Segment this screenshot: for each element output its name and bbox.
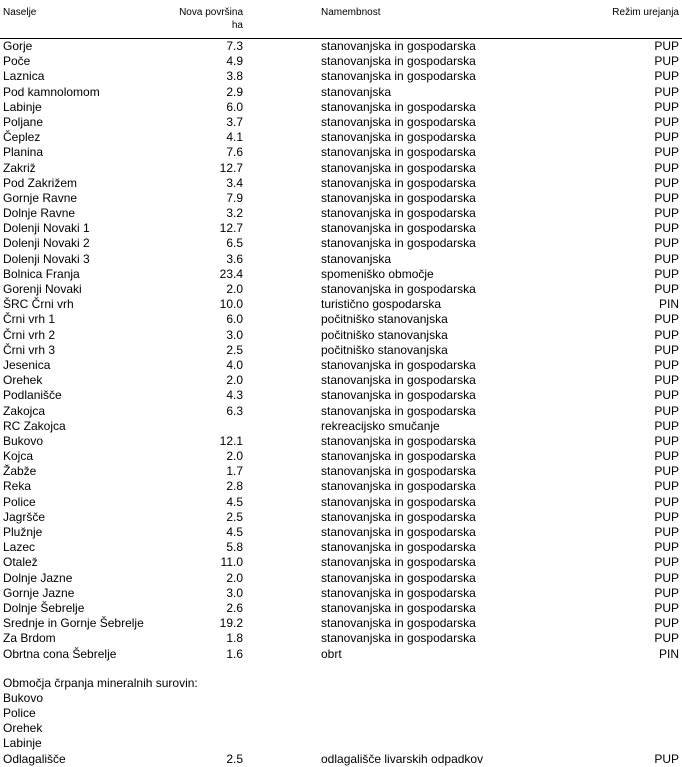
cell-naselje: Plužnje	[3, 525, 43, 539]
cell-povrsina: 1.7	[226, 464, 243, 479]
cell-namembnost: počitniško stanovanjska	[321, 342, 448, 357]
cell-namembnost: stanovanjska in gospodarska	[321, 631, 476, 646]
mineral-item: Orehek	[3, 721, 43, 736]
cell-povrsina: 2.6	[226, 600, 243, 615]
cell-rezim: PUP	[654, 585, 679, 600]
table-row	[0, 100, 682, 115]
cell-naselje: Gornje Jazne	[3, 585, 75, 600]
cell-namembnost: počitniško stanovanjska	[321, 312, 448, 327]
table-row	[0, 601, 682, 616]
cell-naselje: Reka	[3, 479, 32, 494]
table-row	[0, 328, 682, 343]
cell-povrsina: 1.8	[226, 631, 243, 646]
cell-naselje: Zakriž	[3, 160, 36, 175]
table-row	[0, 571, 682, 586]
cell-povrsina: 4.3	[226, 388, 243, 403]
mineral-section-list	[0, 691, 682, 752]
cell-rezim: PUP	[654, 464, 679, 479]
cell-naselje: Dolenji Novaki 3	[3, 251, 90, 266]
table-row	[0, 343, 682, 358]
mineral-item: Bukovo	[3, 690, 44, 705]
cell-namembnost: stanovanjska in gospodarska	[321, 373, 476, 388]
cell-rezim: PUP	[654, 631, 679, 646]
cell-rezim: PUP	[654, 616, 679, 631]
cell-rezim: PIN	[658, 646, 679, 661]
cell-namembnost: stanovanjska in gospodarska	[321, 540, 476, 555]
table-row	[0, 586, 682, 601]
cell-namembnost: stanovanjska in gospodarska	[321, 525, 476, 539]
cell-namembnost: stanovanjska in gospodarska	[321, 616, 476, 631]
cell-povrsina: 11.0	[220, 555, 243, 570]
cell-rezim: PUP	[654, 751, 679, 766]
header-namembnost: Namembnost	[321, 7, 381, 18]
cell-povrsina: 2.5	[226, 509, 243, 524]
cell-rezim: PUP	[654, 494, 679, 509]
cell-namembnost: stanovanjska	[321, 84, 392, 99]
cell-naselje: Orehek	[3, 373, 43, 388]
cell-naselje: Žabže	[3, 464, 37, 479]
cell-naselje: Jesenica	[3, 357, 51, 372]
table-row	[0, 176, 682, 191]
cell-rezim: PUP	[654, 509, 679, 524]
cell-rezim: PUP	[654, 525, 679, 539]
cell-povrsina: 7.6	[226, 145, 243, 160]
mineral-item: Police	[3, 706, 36, 721]
cell-povrsina: 2.8	[226, 479, 243, 494]
cell-povrsina: 6.5	[226, 236, 243, 251]
cell-povrsina: 6.0	[226, 99, 243, 114]
cell-rezim: PUP	[654, 266, 679, 281]
cell-naselje: Čeplez	[3, 130, 41, 145]
table-row	[0, 479, 682, 494]
cell-namembnost: stanovanjska in gospodarska	[321, 357, 476, 372]
header-naselje: Naselje	[3, 7, 37, 18]
cell-rezim: PUP	[654, 449, 679, 464]
cell-namembnost: stanovanjska in gospodarska	[321, 570, 476, 585]
cell-namembnost: stanovanjska in gospodarska	[321, 130, 476, 145]
cell-namembnost: stanovanjska in gospodarska	[321, 236, 476, 251]
cell-rezim: PUP	[654, 236, 679, 251]
table-row	[0, 39, 682, 54]
cell-naselje: Črni vrh 3	[3, 342, 56, 357]
cell-naselje: Pod kamnolomom	[3, 84, 100, 99]
cell-namembnost: stanovanjska in gospodarska	[321, 449, 476, 464]
table-row	[0, 236, 682, 251]
cell-rezim: PUP	[654, 357, 679, 372]
cell-rezim: PUP	[654, 327, 679, 342]
cell-namembnost: stanovanjska	[321, 251, 392, 266]
cell-povrsina: 12.7	[219, 221, 243, 236]
cell-rezim: PUP	[654, 479, 679, 494]
cell-povrsina: 4.5	[226, 494, 243, 509]
cell-namembnost: stanovanjska in gospodarska	[321, 403, 476, 418]
table-header	[0, 0, 682, 39]
cell-naselje: Dolenji Novaki 1	[3, 221, 90, 236]
cell-rezim: PUP	[654, 39, 679, 53]
header-povrsina-unit: ha	[231, 20, 243, 31]
table-row	[0, 540, 682, 555]
table-row	[0, 145, 682, 160]
cell-namembnost: stanovanjska in gospodarska	[321, 282, 476, 296]
cell-naselje: Otalež	[3, 555, 38, 570]
cell-namembnost: stanovanjska in gospodarska	[321, 433, 476, 448]
cell-namembnost: stanovanjska in gospodarska	[321, 190, 476, 205]
cell-naselje: Laznica	[3, 69, 45, 84]
cell-rezim: PUP	[654, 342, 679, 357]
cell-naselje: Gorje	[3, 39, 33, 53]
table-row	[0, 252, 682, 267]
cell-naselje: Gornje Ravne	[3, 190, 78, 205]
mineral-item: Labinje	[3, 736, 42, 751]
cell-namembnost: stanovanjska in gospodarska	[321, 494, 476, 509]
cell-namembnost: stanovanjska in gospodarska	[321, 221, 476, 236]
cell-naselje: Črni vrh 2	[3, 327, 56, 342]
header-povrsina	[150, 6, 243, 32]
cell-rezim: PUP	[654, 403, 679, 418]
header-rezim: Režim urejanja	[612, 7, 679, 18]
table-row	[0, 130, 682, 145]
table-row	[0, 449, 682, 464]
cell-rezim: PUP	[654, 206, 679, 221]
cell-namembnost: obrt	[321, 646, 342, 661]
cell-rezim: PUP	[654, 145, 679, 160]
cell-namembnost: stanovanjska in gospodarska	[321, 145, 476, 160]
table-row	[0, 525, 682, 540]
table-row	[0, 221, 682, 236]
cell-rezim: PUP	[654, 175, 679, 190]
cell-povrsina: 7.9	[226, 190, 243, 205]
header-povrsina-label: Nova površina	[179, 7, 243, 18]
cell-naselje: ŠRC Črni vrh	[3, 297, 74, 312]
table-body	[0, 39, 682, 662]
cell-namembnost: stanovanjska in gospodarska	[321, 54, 476, 69]
cell-povrsina: 3.6	[226, 251, 243, 266]
cell-naselje: Dolenji Novaki 2	[3, 236, 90, 251]
table-row	[0, 631, 682, 646]
cell-naselje: Srednje in Gornje Šebrelje	[3, 616, 144, 631]
cell-rezim: PUP	[654, 54, 679, 69]
cell-povrsina: 1.6	[226, 646, 243, 661]
cell-naselje: Gorenji Novaki	[3, 282, 82, 296]
cell-naselje: RC Zakojca	[3, 418, 66, 433]
cell-namembnost: stanovanjska in gospodarska	[321, 114, 476, 129]
cell-povrsina: 3.8	[226, 69, 243, 84]
table-row	[0, 464, 682, 479]
cell-rezim: PUP	[654, 251, 679, 266]
cell-naselje: Dolnje Jazne	[3, 570, 73, 585]
table-row	[0, 555, 682, 570]
cell-povrsina: 12.1	[219, 433, 243, 448]
cell-povrsina: 7.3	[226, 39, 243, 53]
cell-povrsina: 2.0	[226, 373, 243, 388]
cell-rezim: PUP	[654, 160, 679, 175]
cell-povrsina: 4.1	[226, 130, 243, 145]
cell-namembnost: rekreacijsko smučanje	[321, 418, 440, 433]
table-row	[0, 267, 682, 282]
cell-povrsina: 4.5	[226, 525, 243, 539]
table-row	[0, 282, 682, 297]
table-row	[0, 647, 682, 662]
cell-rezim: PUP	[654, 418, 679, 433]
table-row	[0, 616, 682, 631]
cell-povrsina: 6.3	[226, 403, 243, 418]
cell-rezim: PUP	[654, 433, 679, 448]
table-row	[0, 69, 682, 84]
cell-povrsina: 3.4	[226, 175, 243, 190]
table-row	[0, 161, 682, 176]
table-row	[0, 297, 682, 312]
cell-namembnost: stanovanjska in gospodarska	[321, 69, 476, 84]
cell-naselje: Obrtna cona Šebrelje	[3, 646, 117, 661]
cell-namembnost: stanovanjska in gospodarska	[321, 479, 476, 494]
cell-naselje: Podlanišče	[3, 388, 62, 403]
cell-naselje: Kojca	[3, 449, 34, 464]
cell-povrsina: 3.2	[226, 206, 243, 221]
cell-naselje: Poljane	[3, 114, 44, 129]
table-row	[0, 54, 682, 69]
cell-namembnost: odlagališče livarskih odpadkov	[321, 751, 484, 766]
cell-rezim: PUP	[654, 312, 679, 327]
cell-povrsina: 3.0	[226, 585, 243, 600]
cell-rezim: PUP	[654, 130, 679, 145]
cell-povrsina: 2.0	[226, 282, 243, 296]
cell-rezim: PUP	[654, 555, 679, 570]
cell-naselje: Police	[3, 494, 36, 509]
cell-rezim: PUP	[654, 570, 679, 585]
cell-namembnost: stanovanjska in gospodarska	[321, 464, 476, 479]
cell-naselje: Dolnje Šebrelje	[3, 600, 85, 615]
table-row	[0, 419, 682, 434]
cell-povrsina: 19.2	[219, 616, 243, 631]
table-row	[0, 404, 682, 419]
cell-namembnost: stanovanjska in gospodarska	[321, 555, 476, 570]
cell-povrsina: 2.5	[226, 751, 243, 766]
cell-namembnost: stanovanjska in gospodarska	[321, 600, 476, 615]
table-row	[0, 115, 682, 130]
cell-rezim: PUP	[654, 540, 679, 555]
cell-rezim: PUP	[654, 282, 679, 296]
cell-povrsina: 6.0	[226, 312, 243, 327]
cell-rezim: PUP	[654, 600, 679, 615]
cell-namembnost: stanovanjska in gospodarska	[321, 509, 476, 524]
cell-naselje: Črni vrh 1	[3, 312, 56, 327]
table-row	[0, 373, 682, 388]
cell-namembnost: stanovanjska in gospodarska	[321, 388, 476, 403]
cell-rezim: PUP	[654, 373, 679, 388]
cell-povrsina: 2.0	[226, 449, 243, 464]
cell-naselje: Odlagališče	[3, 751, 66, 766]
cell-povrsina: 10.0	[219, 297, 243, 312]
cell-povrsina: 5.8	[226, 540, 243, 555]
cell-naselje: Labinje	[3, 99, 42, 114]
table-row	[0, 312, 682, 327]
table-row	[0, 495, 682, 510]
cell-naselje: Zakojca	[3, 403, 46, 418]
cell-rezim: PUP	[654, 388, 679, 403]
cell-povrsina: 12.7	[219, 160, 243, 175]
cell-namembnost: stanovanjska in gospodarska	[321, 39, 476, 53]
cell-namembnost: počitniško stanovanjska	[321, 327, 448, 342]
cell-namembnost: stanovanjska in gospodarska	[321, 585, 476, 600]
cell-povrsina: 2.5	[226, 342, 243, 357]
cell-naselje: Poče	[3, 54, 31, 69]
cell-povrsina: 23.4	[219, 266, 243, 281]
table-row	[0, 206, 682, 221]
table-row	[0, 358, 682, 373]
cell-naselje: Dolnje Ravne	[3, 206, 76, 221]
cell-naselje: Za Brdom	[3, 631, 56, 646]
cell-naselje: Planina	[3, 145, 44, 160]
cell-rezim: PUP	[654, 84, 679, 99]
table-row	[0, 434, 682, 449]
cell-rezim: PUP	[654, 99, 679, 114]
cell-naselje: Jagršče	[3, 509, 46, 524]
cell-rezim: PUP	[654, 114, 679, 129]
table-row	[0, 388, 682, 403]
cell-naselje: Pod Zakrižem	[3, 175, 78, 190]
cell-naselje: Bolnica Franja	[3, 266, 80, 281]
cell-rezim: PUP	[654, 190, 679, 205]
cell-namembnost: stanovanjska in gospodarska	[321, 206, 476, 221]
mineral-section-title: Območja črpanja mineralnih surovin:	[3, 675, 198, 690]
cell-povrsina: 3.7	[226, 114, 243, 129]
cell-namembnost: turistično gospodarska	[321, 297, 442, 312]
cell-povrsina: 4.0	[226, 357, 243, 372]
cell-povrsina: 3.0	[226, 327, 243, 342]
table-row	[0, 191, 682, 206]
cell-naselje: Bukovo	[3, 433, 44, 448]
cell-namembnost: spomeniško območje	[321, 266, 434, 281]
table-row	[0, 85, 682, 100]
cell-rezim: PUP	[654, 69, 679, 84]
cell-namembnost: stanovanjska in gospodarska	[321, 175, 476, 190]
cell-povrsina: 2.9	[226, 84, 243, 99]
cell-rezim: PUP	[654, 221, 679, 236]
cell-povrsina: 2.0	[226, 570, 243, 585]
cell-naselje: Lazec	[3, 540, 36, 555]
cell-namembnost: stanovanjska in gospodarska	[321, 99, 476, 114]
cell-rezim: PIN	[658, 297, 679, 312]
cell-namembnost: stanovanjska in gospodarska	[321, 160, 476, 175]
cell-povrsina: 4.9	[226, 54, 243, 69]
table-row	[0, 510, 682, 525]
